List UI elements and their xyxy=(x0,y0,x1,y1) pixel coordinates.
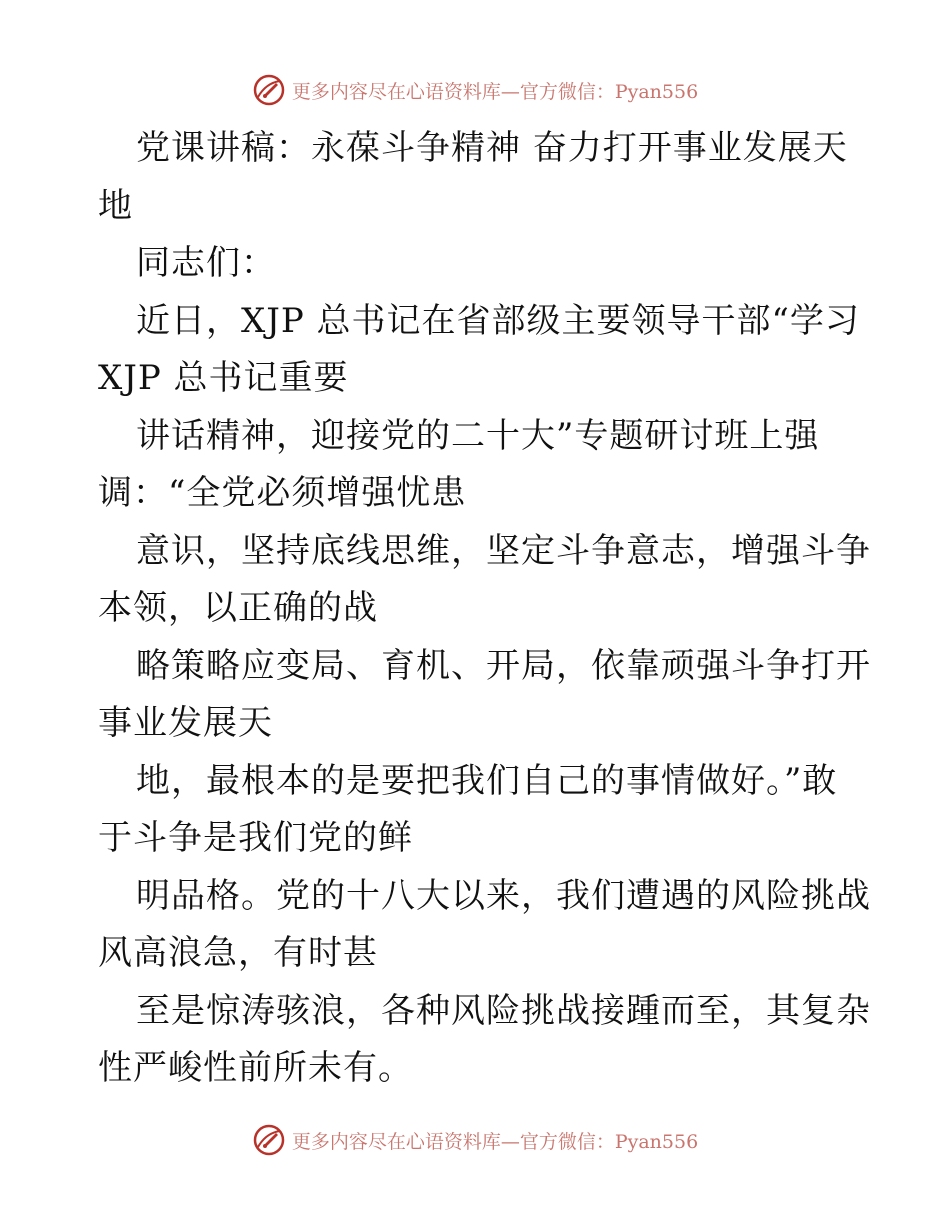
document-body xyxy=(98,120,871,1098)
doc-text-line: 略策略应变局、育机、开局，依靠顽强斗争打开 xyxy=(136,645,871,686)
doc-text-line: 本领，以正确的战 xyxy=(98,588,378,628)
doc-text-line: 于斗争是我们党的鲜 xyxy=(98,818,413,858)
fountain-pen-logo-icon xyxy=(252,73,286,107)
doc-text-line: 意识，坚持底线思维，坚定斗争意志，增强斗争 xyxy=(136,530,871,571)
doc-salutation: 同志们： xyxy=(136,243,276,283)
fountain-pen-logo-icon xyxy=(252,1123,286,1157)
doc-text-line: 讲话精神，迎接党的二十大”专题研讨班上强 xyxy=(136,415,820,456)
doc-text-line: 明品格。党的十八大以来，我们遭遇的风险挑战 xyxy=(136,875,871,916)
doc-text-line: 事业发展天 xyxy=(98,703,273,743)
doc-text-line: XJP 总书记重要 xyxy=(98,358,349,398)
doc-text-line: 调：“全党必须增强忧患 xyxy=(98,473,467,513)
doc-text-line: 性严峻性前所未有。 xyxy=(98,1048,413,1088)
doc-text-line: 地，最根本的是要把我们自己的事情做好。”敢 xyxy=(136,760,838,801)
doc-text-line: 风高浪急，有时甚 xyxy=(98,933,378,973)
watermark-text: 更多内容尽在心语资料库—官方微信：Pyan556 xyxy=(291,1130,699,1153)
doc-title-line-2: 地 xyxy=(98,185,133,226)
doc-title-line-1: 党课讲稿：永葆斗争精神 奋力打开事业发展天 xyxy=(136,128,848,168)
watermark-text: 更多内容尽在心语资料库—官方微信：Pyan556 xyxy=(291,80,699,103)
doc-text-line: 近日，XJP 总书记在省部级主要领导干部“学习 xyxy=(136,300,860,341)
header-watermark-banner xyxy=(0,70,950,110)
footer-watermark-banner xyxy=(0,1120,950,1160)
doc-text-line: 至是惊涛骇浪，各种风险挑战接踵而至，其复杂 xyxy=(136,990,871,1031)
